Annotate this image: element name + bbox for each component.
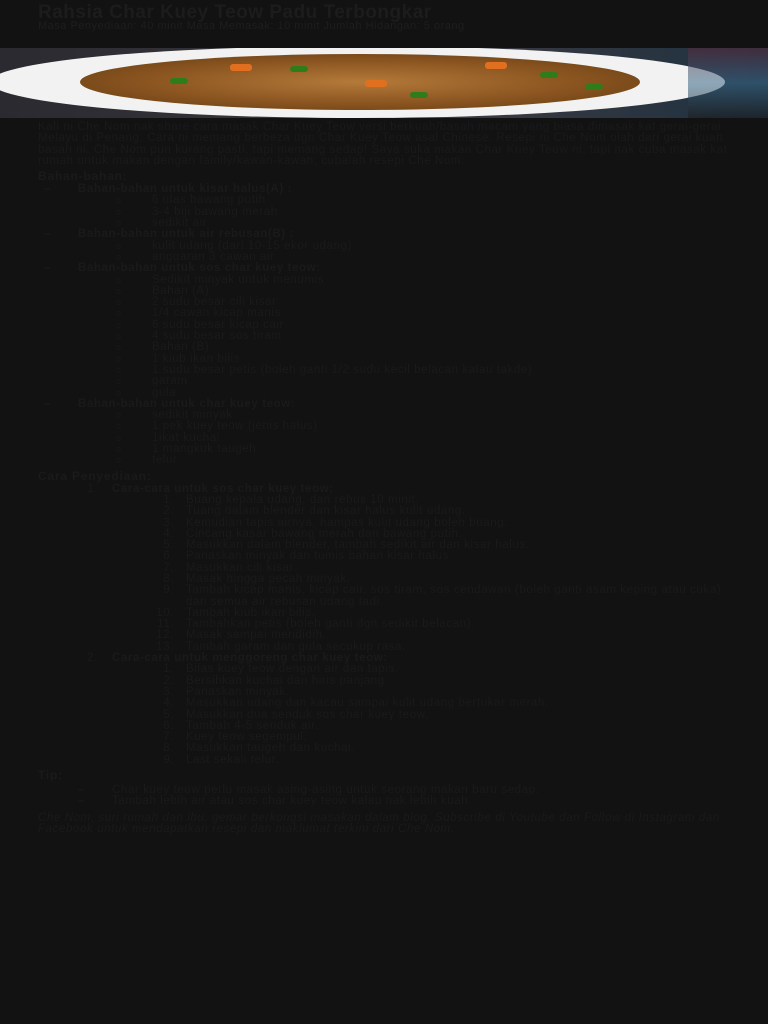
- ingredient-item: o 3-4 biji bawang merah: [152, 207, 730, 218]
- method-steps: [112, 664, 730, 766]
- ingredient-group: [78, 229, 730, 263]
- ingredient-item: o Sedikit minyak untuk menumis: [152, 275, 730, 286]
- tip-item: – Tambah lebih air atau sos char kuey teow kalau nak lebih kuah.: [112, 796, 730, 807]
- ingredient-item: o 6 ulas bawang putih: [152, 195, 730, 206]
- tip-item: – Char kuey teow perlu masak asing-asing untuk seorang makan baru sedap.: [112, 785, 730, 796]
- ingredient-item: o sedikit air: [152, 218, 730, 229]
- ingredient-item: o 2 sudu besar cili kisar: [152, 297, 730, 308]
- step-text: Tambah 4-5 senduk air.: [186, 719, 319, 732]
- ingredient-item: o 1 kiub ikan bilis: [152, 354, 730, 365]
- step-text: Last sekali telur.: [186, 753, 280, 766]
- ingredient-item: o Bahan (A): [152, 286, 730, 297]
- ingredient-group: [78, 263, 730, 399]
- method-list: [38, 484, 730, 766]
- step-text: Kemudian tapis airnya, hampas kulit udang boleh buang.: [186, 516, 509, 529]
- method-section: [87, 482, 730, 653]
- recipe-content: [0, 118, 768, 835]
- ingredients-list: [38, 184, 730, 466]
- ingredient-group: [78, 399, 730, 467]
- step-number: 8.: [163, 742, 174, 755]
- method-section: [87, 652, 730, 766]
- step-number: 3.: [163, 516, 174, 529]
- step-number: 6.: [163, 719, 174, 732]
- ingredient-group-label: Bahan-bahan untuk char kuey teow:: [78, 397, 296, 410]
- step-number: 1.: [163, 663, 174, 676]
- step-number: 11.: [157, 618, 174, 631]
- step-text: Masukkan cili kisar.: [186, 561, 298, 574]
- step-number: 3.: [163, 685, 174, 698]
- step-number: 10.: [156, 606, 174, 619]
- step-number: 5.: [163, 708, 174, 721]
- step-number: 2.: [163, 505, 174, 518]
- ingredient-item: o 1 pek kuey teow (jenis halus): [152, 421, 730, 432]
- step-number: 9.: [163, 584, 174, 597]
- ingredient-item: o 1ikat kuchai: [152, 433, 730, 444]
- step-number: 1.: [163, 493, 174, 506]
- tips-list: [38, 785, 730, 808]
- step-text: Tambahkan petis (boleh ganti dgn sedikit belacan).: [186, 618, 475, 631]
- method-section-number: 2.: [87, 652, 98, 665]
- hero-background-edge: [688, 48, 768, 118]
- ingredient-item: o sedikit minyak: [152, 410, 730, 421]
- step-text: Tambah garam dan gula secukup rasa.: [186, 640, 406, 653]
- ingredient-group-label: Bahan-bahan untuk kisar halus(A) :: [78, 183, 293, 196]
- ingredient-group-label: Bahan-bahan untuk sos char kuey teow:: [78, 262, 321, 275]
- step-text: Masukkan dalam blender, tambah sedikit air dan kisar halus.: [186, 539, 530, 552]
- step-text: Masukkan taugeh dan kuchai.: [186, 742, 355, 755]
- step-number: 13.: [156, 640, 174, 653]
- method-heading: Cara Penyediaan:: [38, 468, 152, 483]
- ingredient-item: o 1/4 cawan kicap manis: [152, 308, 730, 319]
- recipe-meta: Masa Penyediaan: 40 minit Masa Memasak: 10 minit Jumlah Hidangan: 5 orang: [38, 20, 465, 32]
- ingredient-item: o kulit udang (dari 10-15 ekor udang): [152, 241, 730, 252]
- step-text: Tambah kicap manis, kicap cair, sos tiram, sos cendawan (boleh ganti asam keping atau cuka) dan semua air rebusan udang tadi.: [186, 584, 722, 608]
- step-number: 12.: [156, 629, 174, 642]
- method-section-label: Cara-cara untuk sos char kuey teow:: [112, 482, 334, 495]
- ingredient-items: [78, 241, 730, 264]
- ingredient-item: o Bahan (B): [152, 342, 730, 353]
- step-text: Masukkan dua senduk sos char kuey teow.: [186, 708, 429, 721]
- step-text: Cincang kasar bawang merah dan bawang putih.: [186, 527, 463, 540]
- step-text: Masak sampai mendidih.: [186, 629, 327, 642]
- step-number: 4.: [163, 697, 174, 710]
- step-text: Bersihkan kuchai dan hiris panjang.: [186, 674, 389, 687]
- ingredient-item: o 4 sudu besar sos tiram: [152, 331, 730, 342]
- method-step: [163, 584, 730, 608]
- ingredient-items: [78, 410, 730, 466]
- step-number: 7.: [163, 561, 174, 574]
- tips-heading: Tip:: [38, 768, 63, 783]
- step-text: Masukkan udang dan kacau sampai kulit udang bertukar merah.: [186, 697, 549, 710]
- step-text: Panaskan minyak.: [186, 685, 290, 698]
- step-text: Bilas kuey teow dengan air dan tapis.: [186, 663, 399, 676]
- method-section-number: 1.: [87, 482, 98, 495]
- ingredient-item: o telur: [152, 455, 730, 466]
- ingredient-item: o anggaran 3 cawan air: [152, 252, 730, 263]
- hero-image: [0, 48, 768, 118]
- step-number: 2.: [163, 674, 174, 687]
- step-number: 9.: [163, 753, 174, 766]
- step-number: 6.: [163, 550, 174, 563]
- step-text: Tambah kiub ikan bilis.: [186, 606, 316, 619]
- page-title: Rahsia Char Kuey Teow Padu Terbongkar: [38, 2, 432, 23]
- ingredient-group-label: Bahan-bahan untuk air rebusan(B) :: [78, 228, 294, 241]
- step-text: Kuey teow segempul.: [186, 731, 308, 744]
- step-text: Masak hingga pecah minyak.: [186, 572, 351, 585]
- ingredient-item: o garam: [152, 376, 730, 387]
- step-text: Panaskan minyak dan tumis bahan kisar halus.: [186, 550, 453, 563]
- method-section-label: Cara-cara untuk menggoreng char kuey teow:: [112, 652, 388, 665]
- ingredient-items: [78, 195, 730, 229]
- ingredient-item: o gula: [152, 388, 730, 399]
- step-number: 7.: [163, 731, 174, 744]
- step-number: 4.: [163, 527, 174, 540]
- ingredients-heading: Bahan-bahan:: [38, 169, 128, 184]
- noodle-dish: [80, 54, 640, 110]
- ingredient-item: o 1 sudu besar petis (boleh ganti 1/2 sudu kecil belacan kalau takde): [152, 365, 730, 376]
- intro-paragraph: Kali ni Che Nom nak share cara masak Char Kuey Teow versi berkuah/basah macam yang biasa dimasak kat gerai-gerai Melayu di Penang. Cara ni memang berbeza dgn Char Kuey Teow asal Chinese. Resepi ni Che Nom olah dari gerai kuah basah ni. Che Nom pun kurang pasti, tapi memang sedap! Saya suka makan Char Kuey Teow ni, tapi nak cuba masak kat rumah untuk makan dengan family/kawan-kawan, cubalah resepi Che Nom.: [38, 121, 728, 167]
- author-outro: Che Nom, suri rumah dan ibu, gemar berkongsi masakan dalam blog. Subscribe di Youtube dan Follow di Instagram dan Facebook untuk mendapatkan resepi dan maklumat terkini dari Che Nom.: [38, 811, 720, 835]
- ingredient-item: o 1 mangkuk taugeh: [152, 444, 730, 455]
- ingredient-item: o 6 sudu besar kicap cair: [152, 320, 730, 331]
- step-number: 8.: [163, 572, 174, 585]
- step-number: 5.: [163, 539, 174, 552]
- ingredient-items: [78, 275, 730, 399]
- ingredient-group: [78, 184, 730, 229]
- step-text: Buang kepala udang, dan rebus 10 minit.: [186, 493, 420, 506]
- method-steps: [112, 495, 730, 653]
- step-text: Tuang dalam blender dan kisar halus kulit udang.: [186, 505, 466, 518]
- recipe-header: [0, 0, 768, 48]
- method-step: [163, 753, 730, 766]
